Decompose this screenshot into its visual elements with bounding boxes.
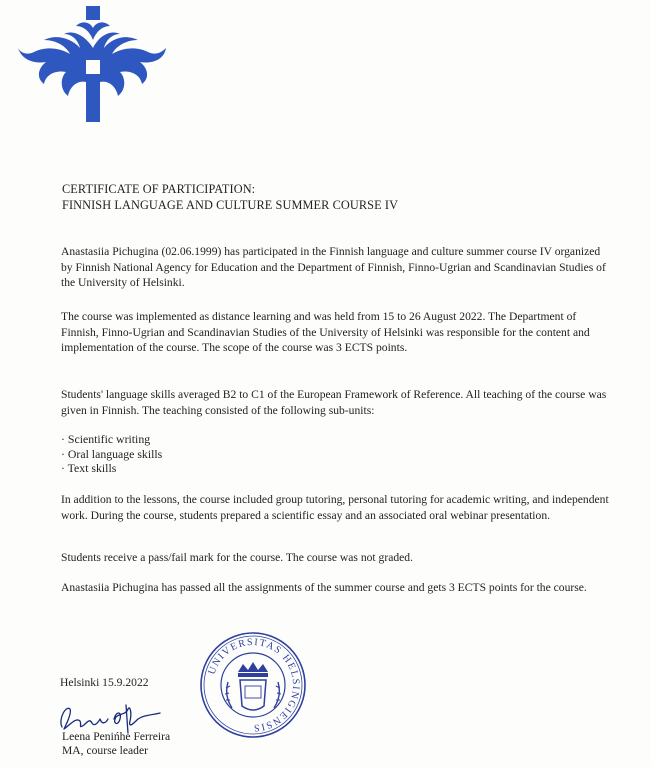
list-item: · Oral language skills bbox=[61, 447, 162, 462]
list-item: · Scientific writing bbox=[61, 432, 162, 447]
grading-paragraph: Students receive a pass/fail mark for the course. The course was not graded. bbox=[61, 551, 413, 564]
result-paragraph: Anastasiia Pichugina has passed all the assignments of the summer course and gets 3 ECTS points for the course. bbox=[61, 581, 587, 594]
lessons-paragraph: In addition to the lessons, the course included group tutoring, personal tutoring for academic writing, and independent work. During the course, students prepared a scientific essay and an associated oral webinar presentation. bbox=[61, 493, 609, 522]
participation-paragraph: Anastasiia Pichugina (02.06.1999) has participated in the Finnish language and culture summer course IV organized by Finnish National Agency for Education and the Department of Finnish, Finno-Ugrian and Scandinavian Studies of the University of Helsinki. bbox=[61, 245, 606, 290]
university-seal-icon bbox=[198, 630, 308, 740]
implementation-paragraph: The course was implemented as distance learning and was held from 15 to 26 August 2022. The Department of Finnish, Finno-Ugrian and Scandinavian Studies of the University of Helsinki was responsible for the content and implementation of the course. The scope of the course was 3 ECTS points. bbox=[61, 310, 590, 355]
skills-paragraph: Students' language skills averaged B2 to C1 of the European Framework of Reference. All teaching of the course was given in Finnish. The teaching consisted of the following sub-units: bbox=[61, 388, 607, 417]
signer-title: MA, course leader bbox=[62, 744, 148, 757]
place-date: Helsinki 15.9.2022 bbox=[60, 676, 149, 689]
svg-text:UNIVERSITAS HELSINGIENSIS: UNIVERSITAS HELSINGIENSIS bbox=[206, 636, 302, 734]
list-item: · Text skills bbox=[61, 461, 162, 476]
signer-name: Leena Penińhe Ferreira bbox=[62, 730, 171, 743]
sub-units-list bbox=[61, 432, 162, 476]
course-title: FINNISH LANGUAGE AND CULTURE SUMMER COURSE IV bbox=[62, 198, 399, 212]
university-logo-icon bbox=[16, 4, 166, 124]
certificate-title: CERTIFICATE OF PARTICIPATION: bbox=[62, 182, 256, 196]
certificate-heading bbox=[62, 181, 398, 213]
